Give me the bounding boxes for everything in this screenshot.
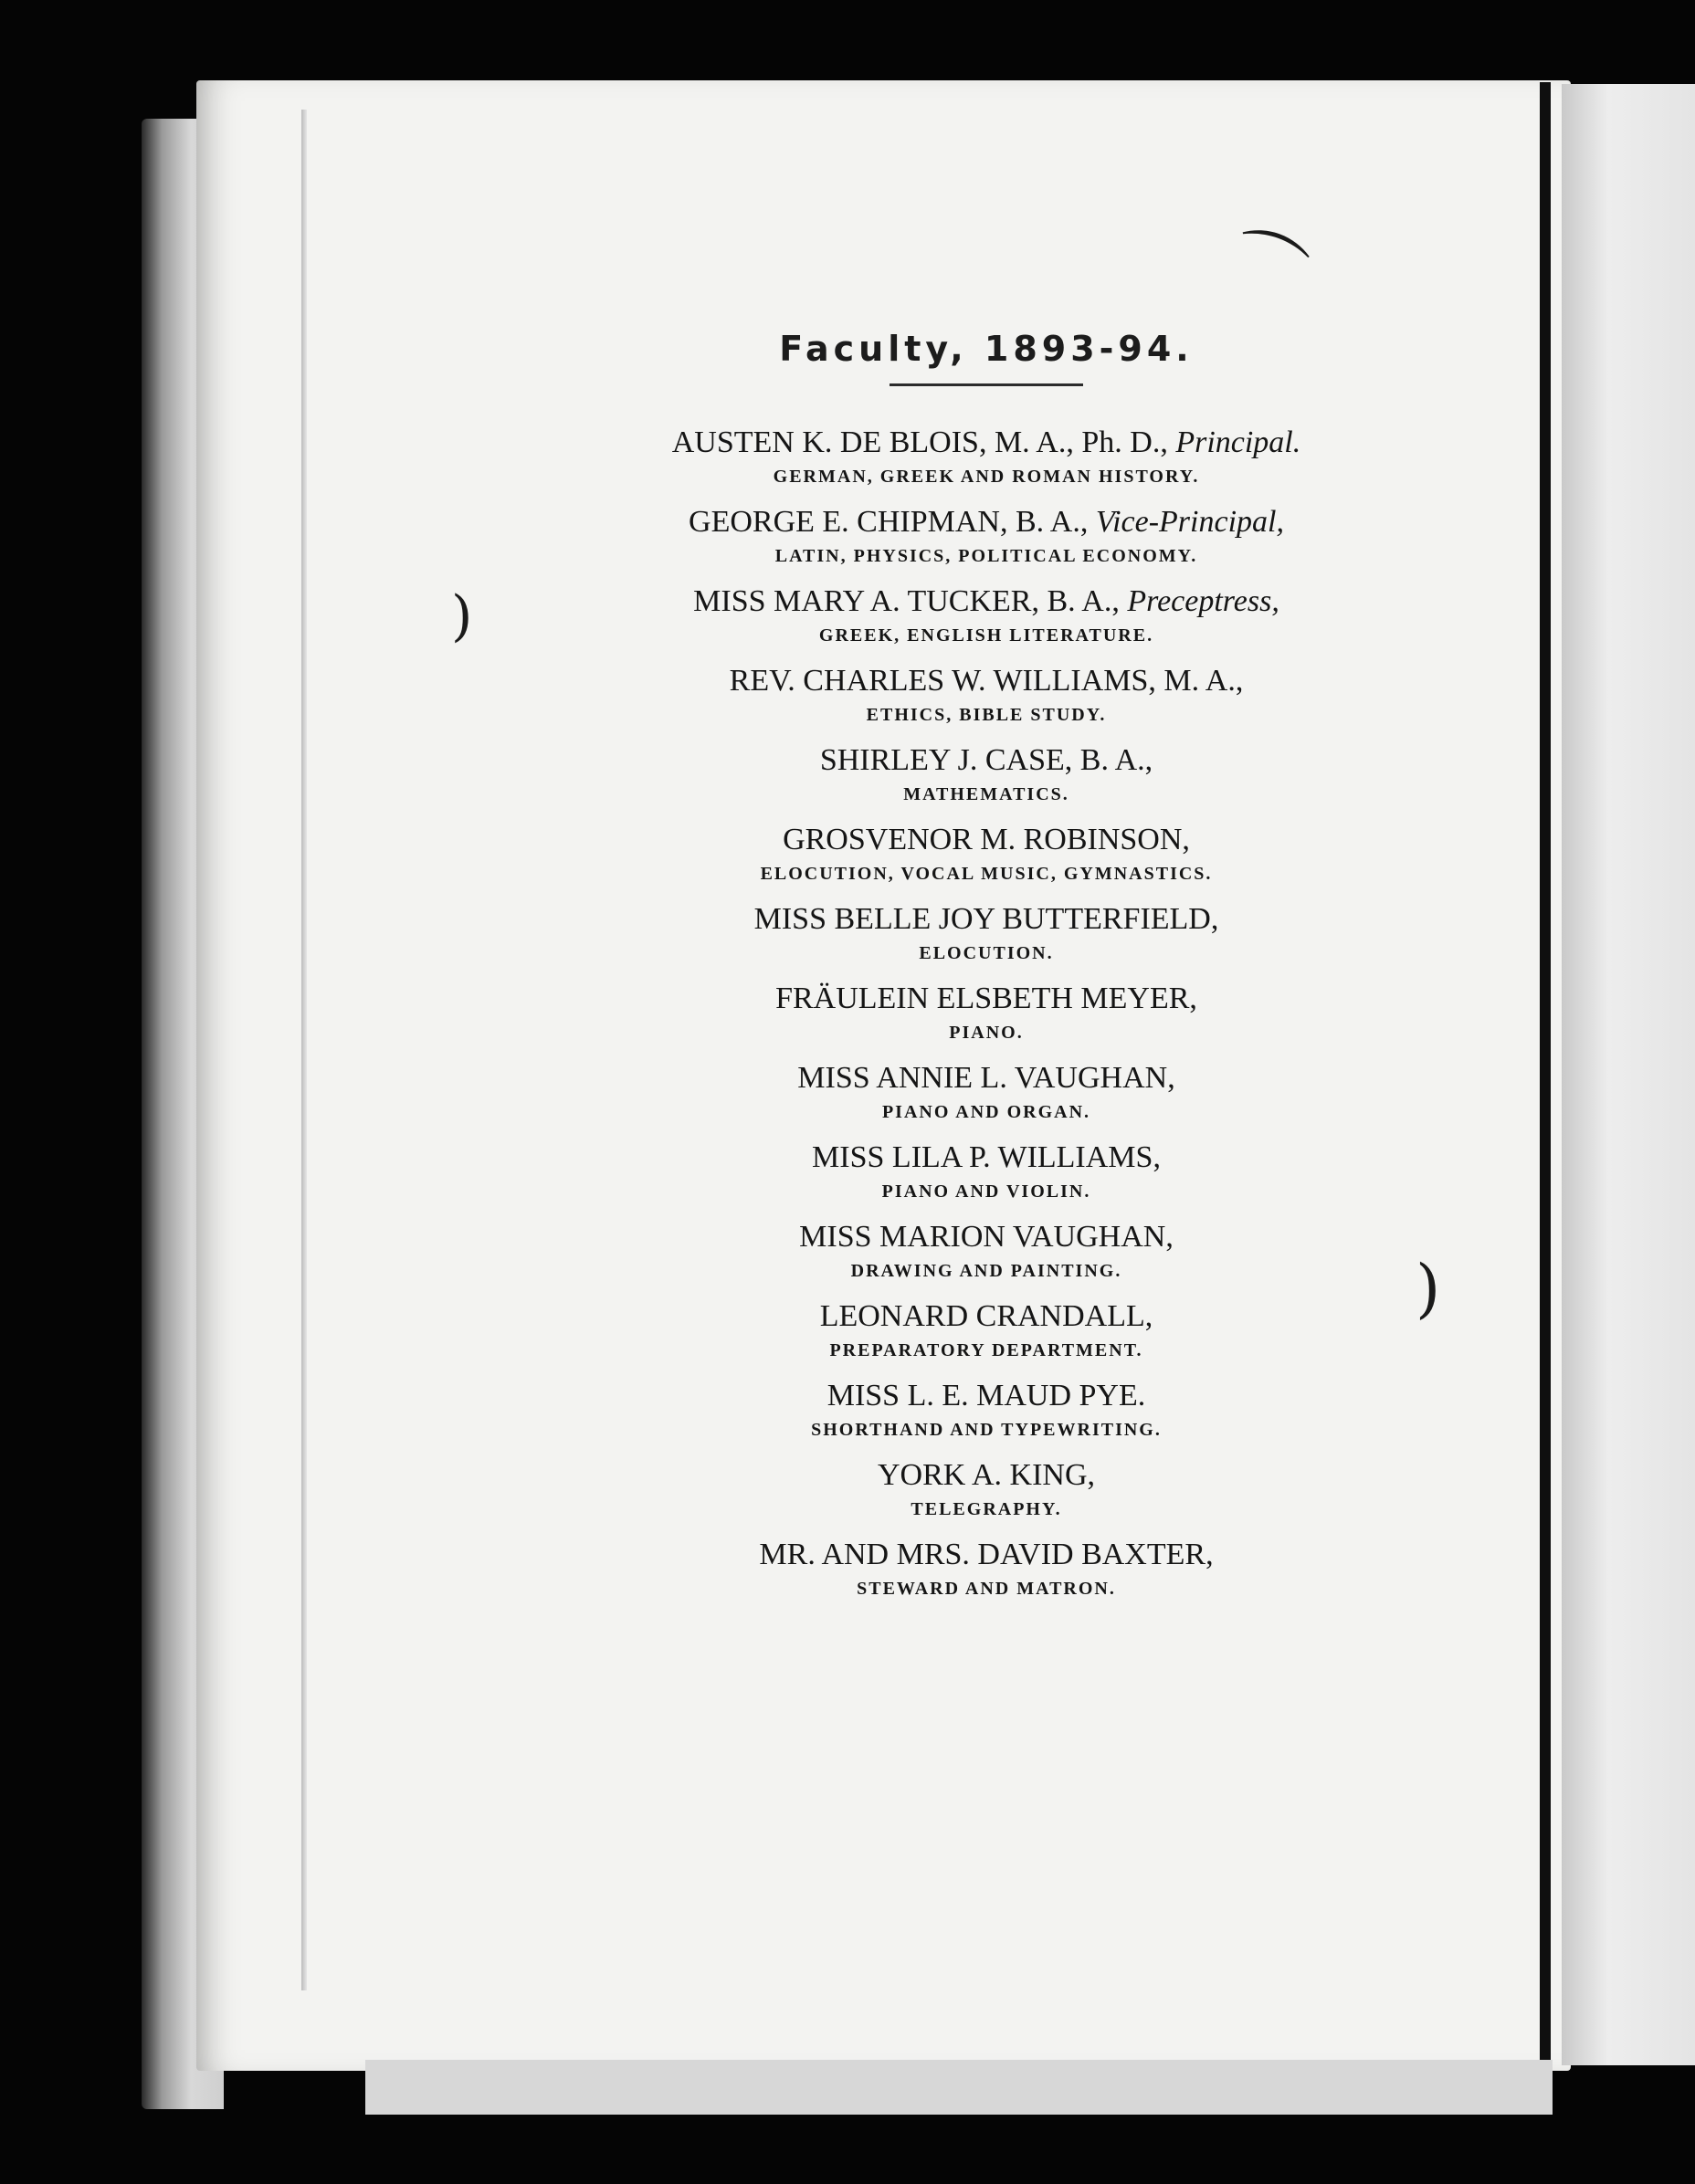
faculty-subject: SHORTHAND AND TYPEWRITING. (811, 1420, 1162, 1440)
role-text: Preceptress, (1127, 584, 1279, 618)
page-title: Faculty, 1893-94. (779, 329, 1194, 369)
faculty-entry (475, 979, 1498, 1046)
faculty-name (475, 423, 1498, 463)
faculty-subject: MATHEMATICS. (903, 784, 1069, 804)
faculty-name: MR. AND MRS. DAVID BAXTER, (759, 1538, 1214, 1571)
faculty-entry (475, 1535, 1498, 1602)
faculty-entry (475, 661, 1498, 729)
pen-mark-hook: ⌒ (1218, 215, 1317, 321)
faculty-name: YORK A. KING, (878, 1458, 1095, 1492)
faculty-list (475, 329, 1498, 1614)
faculty-name (475, 582, 1498, 622)
name-text: MISS MARY A. TUCKER, B. A., (693, 584, 1120, 618)
faculty-subject: PIANO AND ORGAN. (881, 1102, 1091, 1122)
faculty-name: FRÄULEIN ELSBETH MEYER, (775, 982, 1197, 1015)
faculty-name: MISS MARION VAUGHAN, (799, 1220, 1174, 1254)
faculty-entry (475, 502, 1498, 570)
faculty-name: GROSVENOR M. ROBINSON, (783, 823, 1190, 856)
page-gutter-shadow (1540, 82, 1551, 2073)
faculty-entry (475, 1455, 1498, 1523)
faculty-subject: TELEGRAPHY. (911, 1499, 1062, 1519)
faculty-name: MISS BELLE JOY BUTTERFIELD, (753, 902, 1219, 936)
faculty-subject: GERMAN, GREEK AND ROMAN HISTORY. (773, 467, 1200, 487)
facing-page-edge (1562, 84, 1695, 2065)
faculty-name: REV. CHARLES W. WILLIAMS, M. A., (729, 664, 1244, 698)
title-underline (890, 383, 1083, 386)
pen-mark-right: ) (1416, 1251, 1441, 1326)
faculty-entry (475, 582, 1498, 649)
faculty-entry (475, 1058, 1498, 1126)
role-text: Principal. (1175, 425, 1301, 459)
faculty-name: SHIRLEY J. CASE, B. A., (819, 743, 1153, 777)
faculty-subject: GREEK, ENGLISH LITERATURE. (818, 625, 1154, 646)
faculty-name: MISS L. E. MAUD PYE. (826, 1379, 1146, 1412)
faculty-subject: PIANO AND VIOLIN. (881, 1181, 1091, 1202)
faculty-entry (475, 423, 1498, 490)
name-text: GEORGE E. CHIPMAN, B. A., (689, 505, 1089, 539)
faculty-name: MISS LILA P. WILLIAMS, (812, 1140, 1161, 1174)
page-bottom-strip (365, 2060, 1553, 2115)
faculty-name: MISS ANNIE L. VAUGHAN, (797, 1061, 1175, 1095)
faculty-subject: ELOCUTION. (919, 943, 1054, 963)
name-text: AUSTEN K. DE BLOIS, M. A., Ph. D., (671, 425, 1168, 459)
faculty-subject: PIANO. (949, 1023, 1024, 1043)
faculty-subject: DRAWING AND PAINTING. (850, 1261, 1122, 1281)
pen-mark-left: ) (451, 584, 473, 648)
faculty-subject: ETHICS, BIBLE STUDY. (866, 705, 1107, 725)
faculty-name (475, 502, 1498, 542)
faculty-name: LEONARD CRANDALL, (819, 1299, 1153, 1333)
faculty-entry (475, 740, 1498, 808)
faculty-subject: ELOCUTION, VOCAL MUSIC, GYMNASTICS. (760, 864, 1213, 884)
faculty-subject: LATIN, PHYSICS, POLITICAL ECONOMY. (774, 546, 1198, 566)
faculty-entry (475, 899, 1498, 967)
faculty-entry (475, 1376, 1498, 1444)
faculty-entry (475, 1297, 1498, 1364)
page-fold-line (301, 110, 307, 1990)
faculty-entry (475, 1138, 1498, 1205)
faculty-subject: PREPARATORY DEPARTMENT. (829, 1340, 1143, 1360)
role-text: Vice-Principal, (1095, 505, 1284, 539)
faculty-entry (475, 1217, 1498, 1285)
faculty-entry (475, 820, 1498, 887)
faculty-subject: STEWARD AND MATRON. (857, 1579, 1116, 1599)
